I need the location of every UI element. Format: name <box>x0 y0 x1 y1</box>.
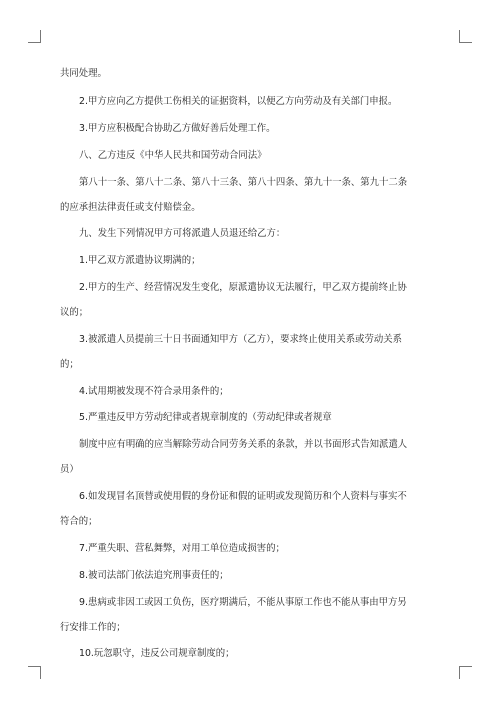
text-line: 2.甲方应向乙方提供工伤相关的证据资料，以便乙方向劳动及有关部门申报。 <box>79 96 398 107</box>
list-item: 5.严重违反甲方劳动纪律或者规章制度的（劳动纪律或者规章 <box>79 412 332 423</box>
text-line: 符合的； <box>60 516 98 527</box>
text-line: 制度中应有明确的应当解除劳动合同劳务关系的条款，并以书面形式告知派遣人 <box>79 439 408 450</box>
list-item: 4.试用期被发现不符合录用条件的； <box>79 386 229 397</box>
crop-mark-top-right <box>459 30 472 43</box>
text-line: 的； <box>60 359 79 370</box>
text-line: 第八十一条、第八十二条、第八十三条、第八十四条、第九十一条、第九十二条 <box>79 177 408 188</box>
text-line: 共同处理。 <box>60 68 107 79</box>
text-line: 议的； <box>60 307 89 318</box>
list-item: 8.被司法部门依法追究刑事责任的； <box>79 570 229 581</box>
section-heading: 九、发生下列情况甲方可将派遣人员退还给乙方： <box>79 228 286 239</box>
text-line: 3.甲方应积极配合协助乙方做好善后处理工作。 <box>79 123 276 134</box>
crop-mark-bottom-left <box>28 666 41 679</box>
text-line: 员） <box>60 464 79 475</box>
crop-mark-bottom-right <box>459 666 472 679</box>
list-item: 7.严重失职、营私舞弊，对用工单位造成损害的； <box>79 543 285 554</box>
list-item: 1.甲乙双方派遣协议期满的； <box>79 255 201 266</box>
crop-mark-top-left <box>28 30 41 43</box>
text-line: 的应承担法律责任或支付赔偿金。 <box>60 202 201 213</box>
list-item: 10.玩忽职守，违反公司规章制度的； <box>79 648 235 659</box>
text-line: 行安排工作的； <box>60 622 126 633</box>
list-item: 6.如发现冒名顶替或使用假的身份证和假的证明或发现简历和个人资料与事实不 <box>79 491 407 502</box>
list-item: 2.甲方的生产、经营情况发生变化，原派遣协议无法履行，甲乙双方提前终止协 <box>79 282 407 293</box>
list-item: 9.患病或非因工或因工负伤，医疗期满后，不能从事原工作也不能从事由甲方另 <box>79 597 407 608</box>
list-item: 3.被派遣人员提前三十日书面通知甲方（乙方），要求终止使用关系或劳动关系 <box>79 334 403 345</box>
section-heading: 八、乙方违反《中华人民共和国劳动合同法》 <box>79 150 267 161</box>
